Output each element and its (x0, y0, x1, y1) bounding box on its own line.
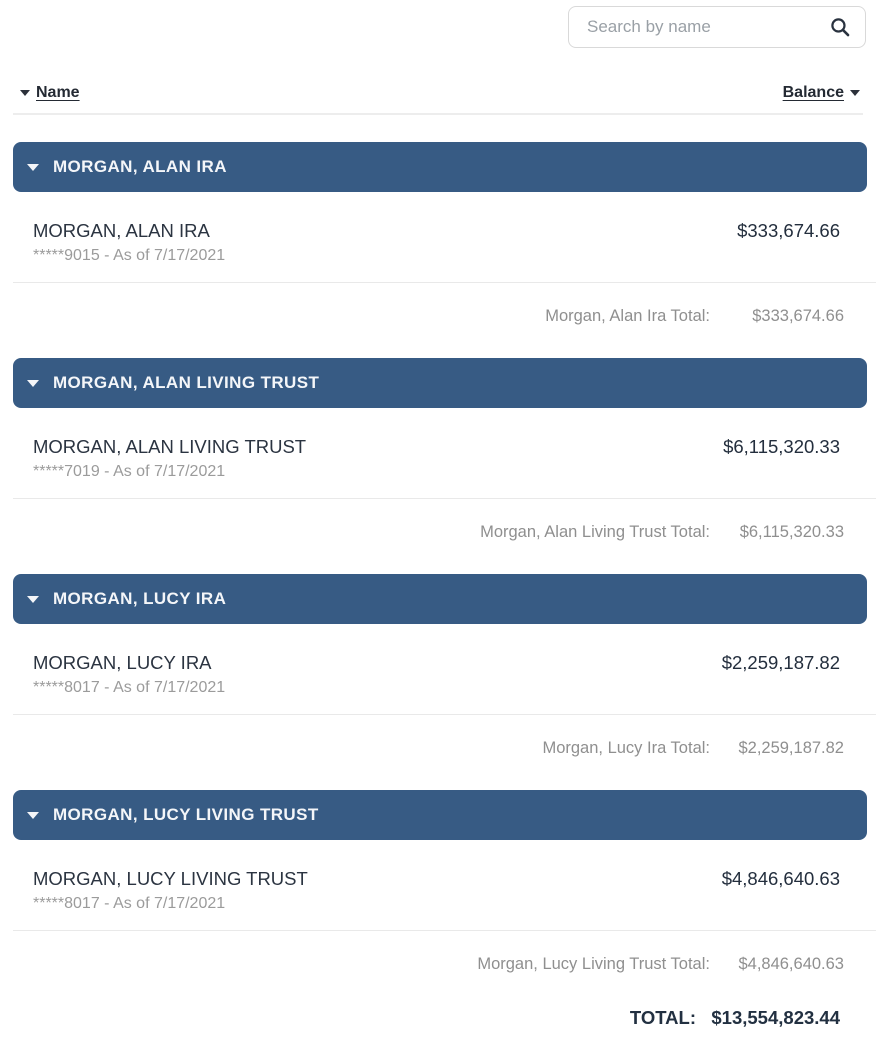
group-title: MORGAN, ALAN LIVING TRUST (53, 373, 320, 392)
account-name: MORGAN, ALAN LIVING TRUST (33, 436, 307, 457)
collapse-caret-icon (27, 164, 39, 171)
account-info (33, 650, 225, 700)
group-title: MORGAN, LUCY IRA (53, 589, 227, 608)
account-row (0, 218, 876, 282)
group-total-label: Morgan, Lucy Ira Total: (542, 739, 710, 757)
group-total-value: $6,115,320.33 (739, 523, 844, 541)
account-group (0, 790, 876, 975)
group-title: MORGAN, ALAN IRA (53, 157, 227, 176)
group-total-row (0, 737, 876, 759)
group-total-label: Morgan, Alan Ira Total: (545, 307, 710, 325)
account-group (0, 358, 876, 543)
account-balance: $2,259,187.82 (721, 652, 840, 673)
account-masked-number: *****8017 - As of 7/17/2021 (33, 679, 226, 696)
grand-total-value: $13,554,823.44 (711, 1007, 840, 1028)
grand-total-row (0, 1006, 876, 1030)
row-divider (13, 498, 876, 499)
row-divider (13, 930, 876, 931)
caret-down-icon (850, 90, 860, 96)
balance-column-label: Balance (782, 83, 844, 101)
search-input[interactable] (569, 17, 829, 37)
row-divider (13, 714, 876, 715)
group-total-row (0, 521, 876, 543)
name-column-label: Name (36, 83, 80, 101)
account-name: MORGAN, LUCY LIVING TRUST (33, 868, 308, 889)
sort-by-balance[interactable] (783, 84, 860, 102)
collapse-caret-icon (27, 380, 39, 387)
group-title: MORGAN, LUCY LIVING TRUST (53, 805, 319, 824)
top-bar (0, 0, 876, 48)
group-total-value: $333,674.66 (752, 307, 844, 325)
row-divider (13, 282, 876, 283)
collapse-caret-icon (27, 812, 39, 819)
collapse-caret-icon (27, 596, 39, 603)
account-row (0, 866, 876, 930)
group-total-label: Morgan, Alan Living Trust Total: (480, 523, 710, 541)
group-header-morgan-lucy-living-trust[interactable] (13, 790, 867, 840)
account-masked-number: *****7019 - As of 7/17/2021 (33, 463, 226, 480)
column-headers (0, 81, 876, 104)
sort-by-name[interactable] (20, 84, 80, 102)
search-icon[interactable] (829, 16, 865, 38)
grand-total-label: TOTAL: (629, 1007, 696, 1028)
group-total-value: $2,259,187.82 (738, 739, 844, 757)
group-total-row (0, 953, 876, 975)
caret-down-icon (20, 90, 30, 96)
group-header-morgan-alan-living-trust[interactable] (13, 358, 867, 408)
account-masked-number: *****9015 - As of 7/17/2021 (33, 247, 226, 264)
account-name: MORGAN, LUCY IRA (33, 652, 212, 673)
account-group (0, 574, 876, 759)
account-group (0, 142, 876, 327)
group-total-row (0, 305, 876, 327)
account-balance: $333,674.66 (737, 220, 840, 241)
account-info (33, 866, 308, 916)
group-header-morgan-lucy-ira[interactable] (13, 574, 867, 624)
account-balance: $6,115,320.33 (723, 436, 840, 457)
group-header-morgan-alan-ira[interactable] (13, 142, 867, 192)
account-info (33, 434, 306, 484)
group-total-label: Morgan, Lucy Living Trust Total: (477, 955, 710, 973)
search-box (568, 6, 866, 48)
account-info (33, 218, 225, 268)
account-balance: $4,846,640.63 (721, 868, 840, 889)
account-masked-number: *****8017 - As of 7/17/2021 (33, 895, 226, 912)
account-name: MORGAN, ALAN IRA (33, 220, 210, 241)
account-row (0, 434, 876, 498)
account-row (0, 650, 876, 714)
header-divider (13, 113, 863, 115)
group-total-value: $4,846,640.63 (738, 955, 844, 973)
